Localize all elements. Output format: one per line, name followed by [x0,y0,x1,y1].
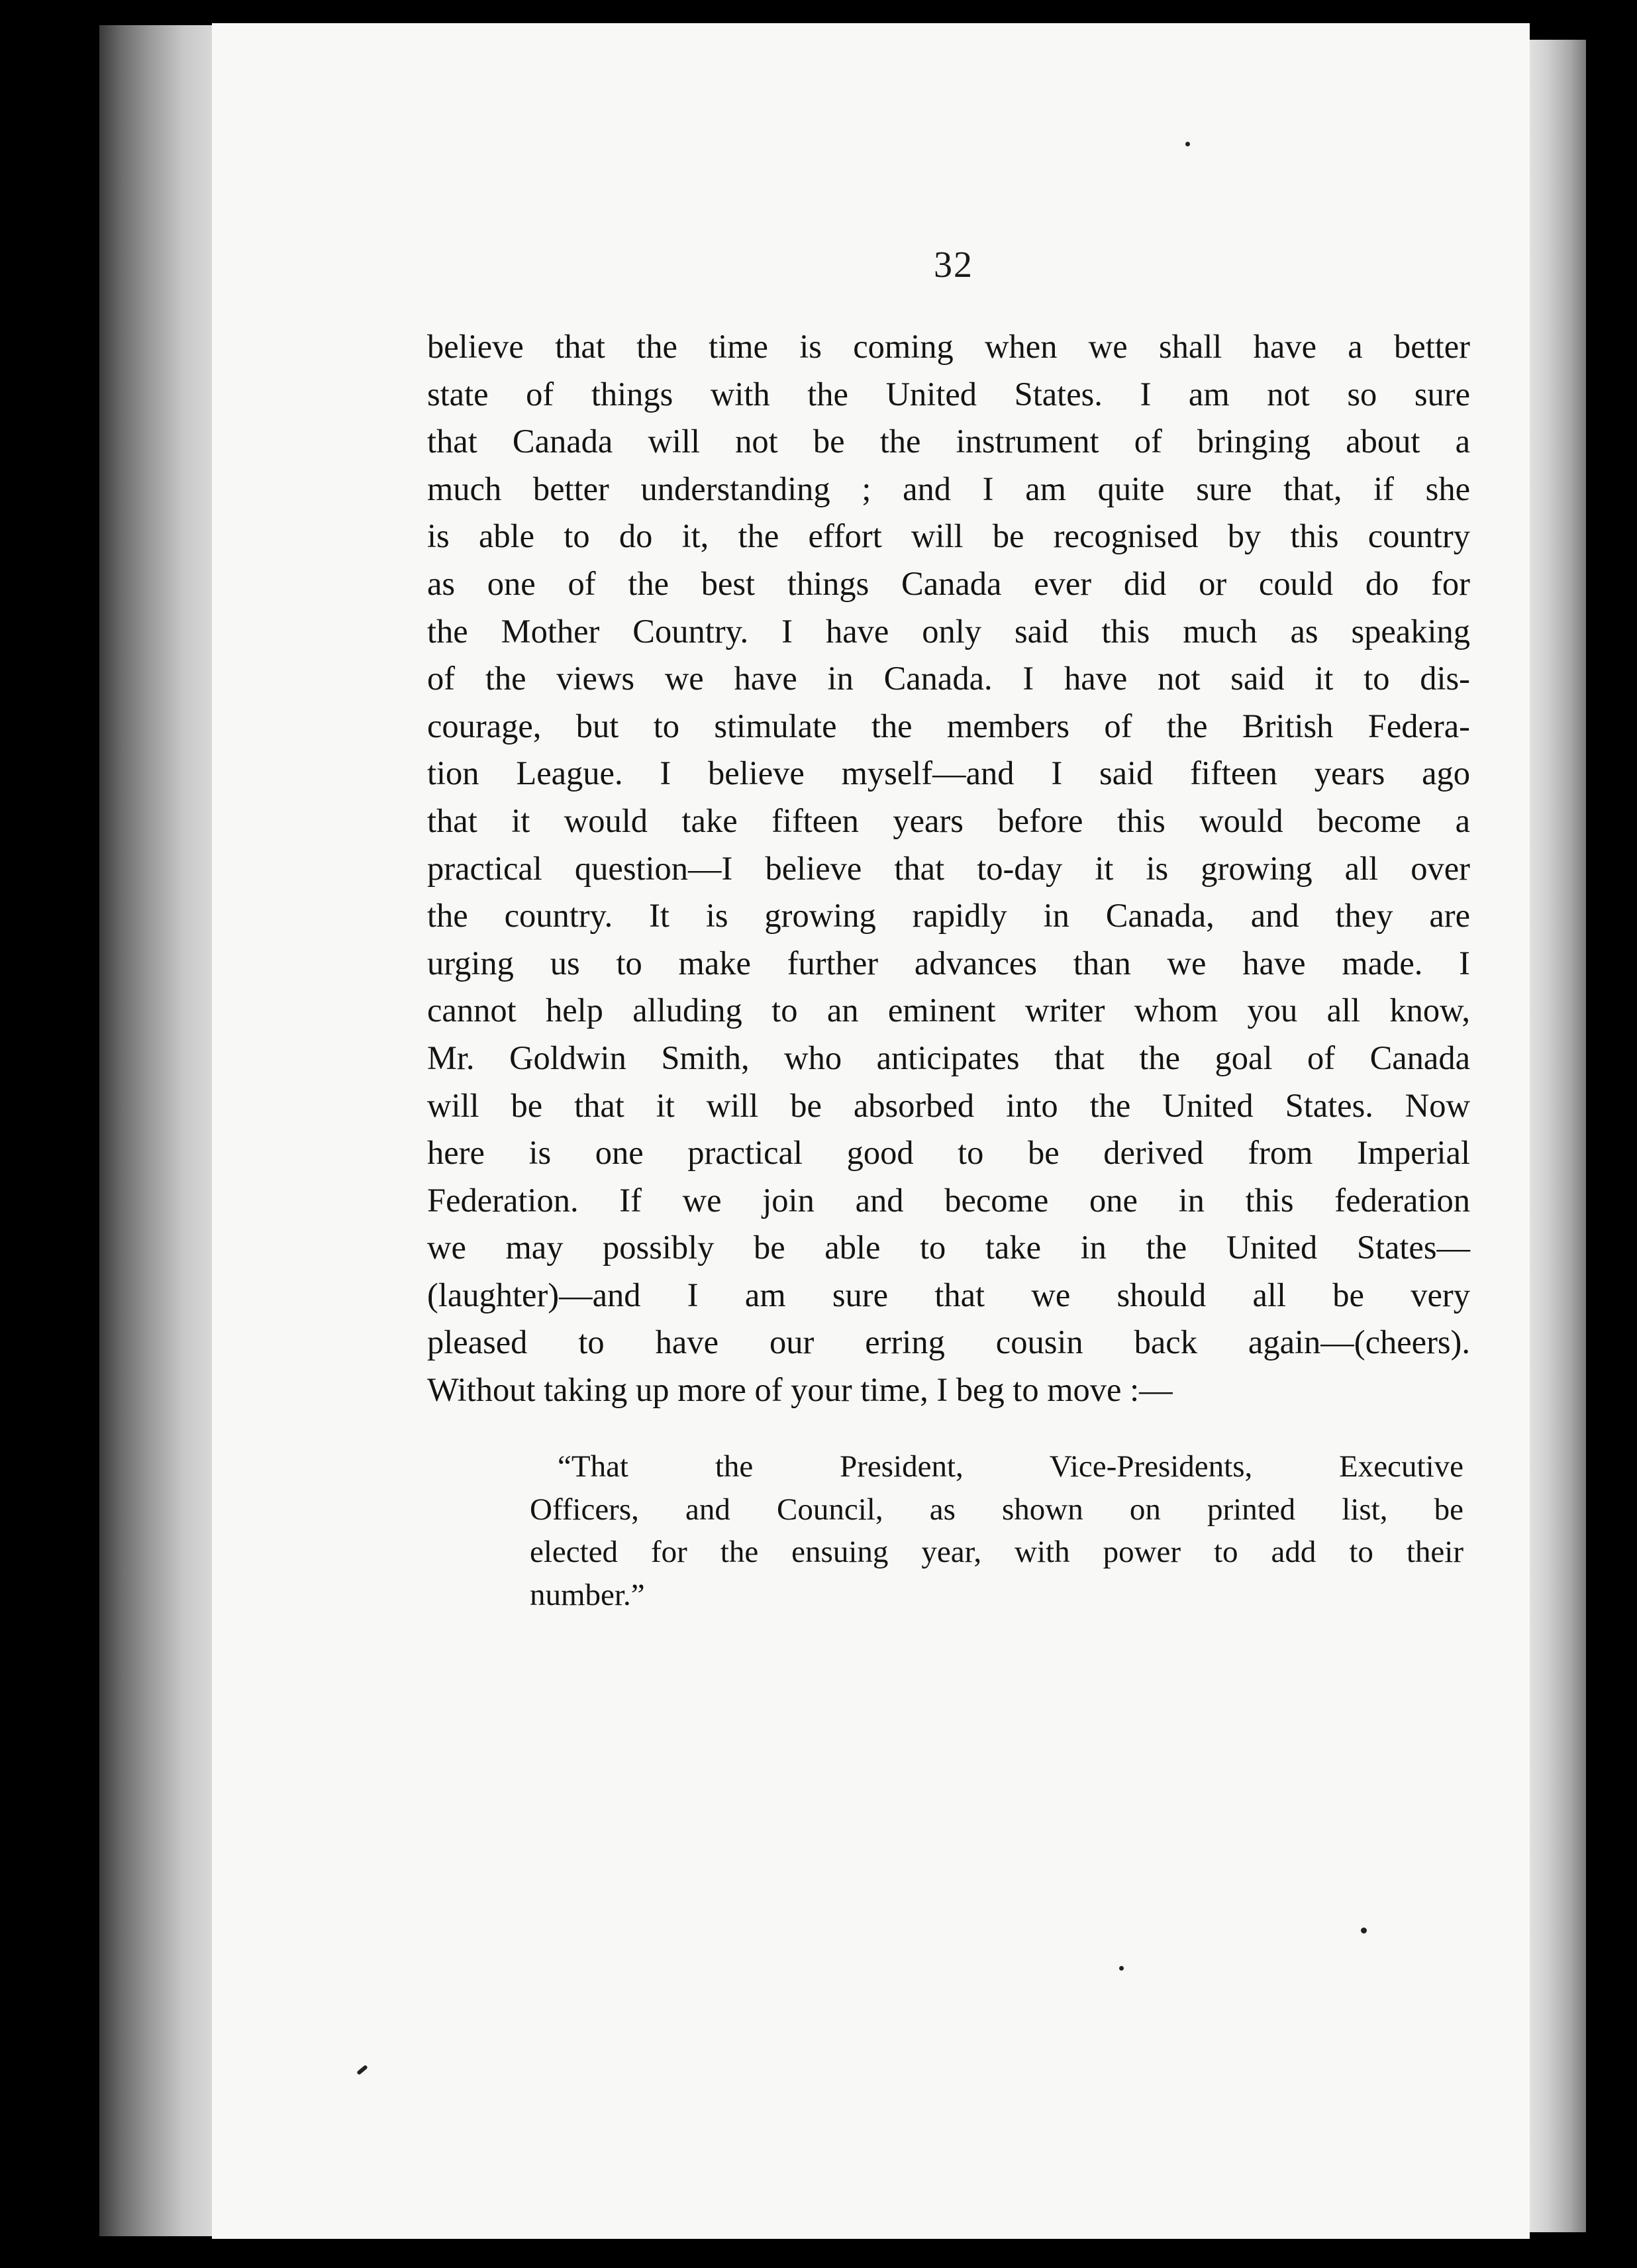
text-line: the country. It is growing rapidly in Canada, and they are [427,897,1470,935]
text-line: practical question—I believe that to-day it is growing all over [427,849,1470,887]
quote-line: Officers, and Council, as shown on printed list, be [530,1492,1463,1527]
ink-speck [1185,142,1190,146]
right-page-edge [1523,40,1586,2232]
text-line: Without taking up more of your time, I beg to move :— [427,1371,1173,1409]
text-line: Mr. Goldwin Smith, who anticipates that the goal of Canada [427,1039,1470,1076]
text-line: tion League. I believe myself—and I said fifteen years ago [427,754,1470,792]
left-page-edge [99,25,212,2236]
text-line: state of things with the United States. I am not so sure [427,375,1470,413]
quote-line: number.” [530,1577,645,1612]
quote-line: “That the President, Vice-Presidents, Executive [558,1449,1463,1484]
page-number: 32 [934,244,973,285]
text-line: that Canada will not be the instrument of bringing about a [427,423,1470,460]
resolution-quote [530,1445,1463,1616]
text-line: urging us to make further advances than we have made. I [427,944,1470,982]
text-line: Federation. If we join and become one in this federation [427,1181,1470,1219]
text-line: (laughter)—and I am sure that we should all be very [427,1276,1470,1314]
text-line: pleased to have our erring cousin back again—(cheers). [427,1323,1470,1361]
text-line: of the views we have in Canada. I have not said it to dis- [427,660,1470,697]
quote-line: elected for the ensuing year, with power to add to their [530,1535,1463,1569]
text-line: here is one practical good to be derived from Imperial [427,1134,1470,1172]
text-line: that it would take fifteen years before this would become a [427,801,1470,839]
ink-speck [1119,1966,1124,1971]
text-line: we may possibly be able to take in the United States— [427,1229,1470,1266]
text-line: as one of the best things Canada ever did or could do for [427,564,1470,602]
text-line: courage, but to stimulate the members of the British Federa- [427,707,1470,745]
ink-speck [1361,1928,1367,1933]
text-line: the Mother Country. I have only said this much as speaking [427,612,1470,650]
text-line: is able to do it, the effort will be recognised by this country [427,517,1470,555]
body-text [427,323,1470,1414]
text-line: will be that it will be absorbed into the United States. Now [427,1086,1470,1124]
text-line: much better understanding ; and I am quite sure that, if she [427,470,1470,507]
text-line: believe that the time is coming when we shall have a better [427,328,1470,365]
text-line: cannot help alluding to an eminent writer whom you all know, [427,992,1470,1029]
